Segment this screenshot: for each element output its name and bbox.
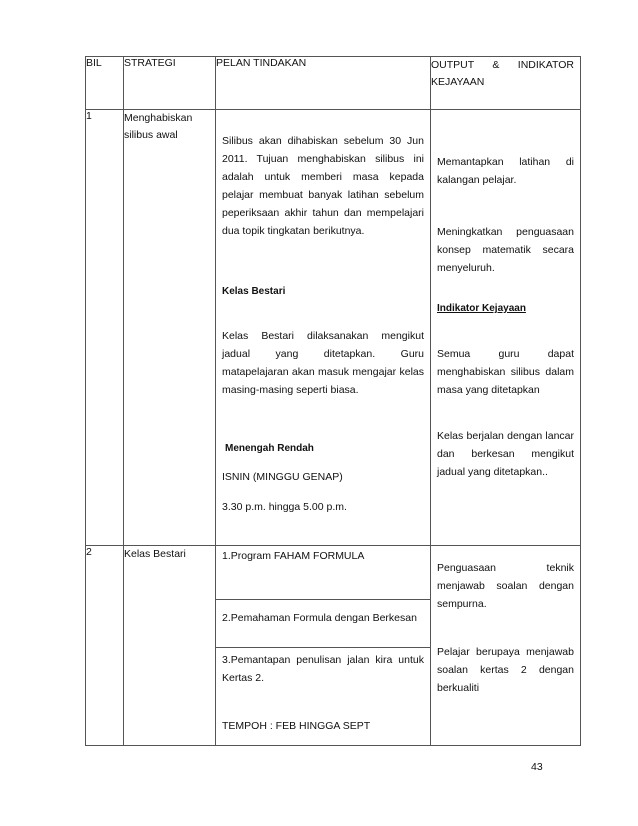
- plan-cell: [216, 546, 431, 746]
- plan-paragraph: Kelas Bestari dilaksanakan mengikut jadual yang ditetapkan. Guru matapelajaran akan masuk mengajar kelas masing-masing seperti biasa.: [222, 330, 424, 396]
- plan-heading: Kelas Bestari: [222, 286, 286, 297]
- header-pelan-tindakan: PELAN TINDAKAN: [216, 57, 431, 110]
- row-number: 1: [86, 110, 124, 546]
- strategy-cell: Menghabiskan silibus awal: [124, 110, 216, 546]
- plan-item: 1.Program FAHAM FORMULA: [222, 550, 365, 562]
- output-text: Pelajar berupaya menjawab soalan kertas 2 dengan berkualiti: [437, 646, 574, 694]
- table-header-row: [86, 57, 581, 110]
- output-text: Kelas berjalan dengan lancar dan berkesan mengikut jadual yang ditetapkan..: [437, 430, 574, 478]
- table-row: [86, 110, 581, 546]
- header-bil: BIL: [86, 57, 124, 110]
- output-cell: [431, 546, 581, 746]
- page-number: 43: [531, 761, 543, 773]
- output-text: Meningkatkan penguasaan konsep matematik secara menyeluruh.: [437, 226, 574, 274]
- output-text: Semua guru dapat menghabiskan silibus dalam masa yang ditetapkan: [437, 348, 574, 396]
- table-row: [86, 546, 581, 746]
- output-text: Penguasaan teknik menjawab soalan dengan sempurna.: [437, 562, 574, 610]
- strategy-table: [85, 56, 581, 746]
- row-number: 2: [86, 546, 124, 746]
- plan-cell: [216, 110, 431, 546]
- output-cell: [431, 110, 581, 546]
- header-output: OUTPUT & INDIKATOR KEJAYAAN: [431, 57, 581, 110]
- plan-day: ISNIN (MINGGU GENAP): [222, 471, 343, 483]
- strategy-cell: Kelas Bestari: [124, 546, 216, 746]
- plan-item: 2.Pemahaman Formula dengan Berkesan: [222, 612, 417, 624]
- plan-item: 3.Pemantapan penulisan jalan kira untuk Kertas 2.: [222, 654, 424, 684]
- plan-paragraph: Silibus akan dihabiskan sebelum 30 Jun 2011. Tujuan menghabiskan silibus ini adalah untuk memberi masa kepada pelajar membuat banyak latihan sebelum peperiksaan akhir tahun dan mempelajari dua topik tingkatan berikutnya.: [222, 135, 424, 237]
- plan-heading: Menengah Rendah: [225, 443, 314, 454]
- header-strategi: STRATEGI: [124, 57, 216, 110]
- plan-time: 3.30 p.m. hingga 5.00 p.m.: [222, 501, 347, 513]
- plan-period: TEMPOH : FEB HINGGA SEPT: [222, 720, 371, 732]
- indicator-heading: Indikator Kejayaan: [437, 303, 526, 314]
- output-text: Memantapkan latihan di kalangan pelajar.: [437, 156, 574, 186]
